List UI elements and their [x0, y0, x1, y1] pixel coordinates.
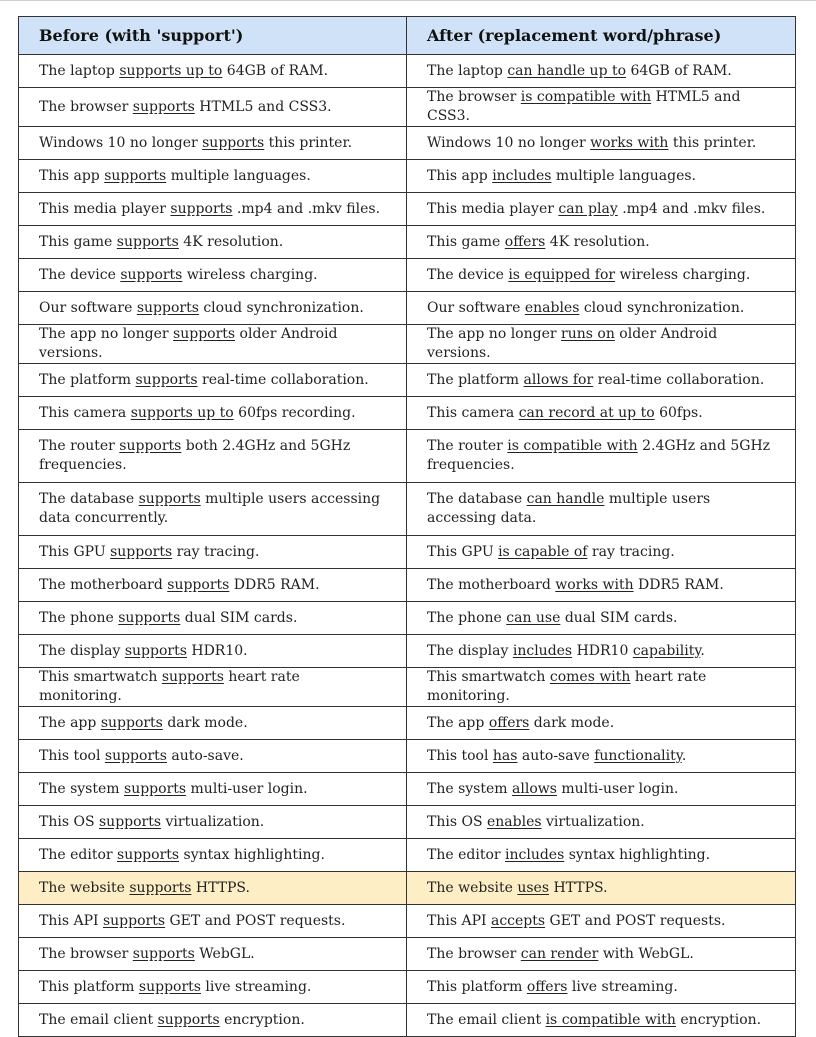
- underlined-phrase: can record at up to: [518, 404, 655, 421]
- text-segment: The email client: [427, 1011, 546, 1028]
- text-segment: wireless charging.: [615, 266, 751, 283]
- text-segment: multi-user login.: [556, 780, 679, 797]
- text-segment: This app: [427, 167, 493, 184]
- before-cell: [19, 905, 407, 938]
- before-cell: [19, 160, 407, 193]
- text-segment: This game: [39, 233, 117, 250]
- underlined-phrase: supports: [119, 438, 182, 454]
- text-segment: The motherboard: [427, 576, 556, 593]
- text-segment: The laptop: [39, 62, 120, 79]
- text-segment: The system: [39, 780, 125, 797]
- after-cell: [407, 483, 796, 536]
- table-row: [19, 536, 796, 569]
- text-segment: encryption.: [675, 1011, 762, 1028]
- text-segment: DDR5 RAM.: [229, 576, 320, 593]
- text-segment: This API: [427, 912, 491, 929]
- table-row: [19, 602, 796, 635]
- before-cell: [19, 773, 407, 806]
- underlined-phrase: supports: [99, 813, 162, 830]
- text-segment: GET and POST requests.: [165, 912, 346, 929]
- text-segment: auto-save.: [166, 747, 244, 764]
- text-segment: multiple users accessing data concurrently.: [39, 491, 381, 526]
- text-segment: This tool: [427, 747, 493, 764]
- table-row: [19, 364, 796, 397]
- underlined-phrase: supports: [117, 846, 180, 863]
- underlined-phrase: is compatible with: [545, 1011, 676, 1028]
- table-row-highlighted: [19, 872, 796, 905]
- before-cell: [19, 325, 407, 364]
- after-cell: [407, 635, 796, 668]
- underlined-phrase: is equipped for: [508, 266, 616, 283]
- text-segment: The motherboard: [39, 576, 168, 593]
- text-segment: multiple languages.: [166, 167, 311, 184]
- text-segment: GET and POST requests.: [545, 912, 726, 929]
- table-body: [19, 55, 796, 1037]
- after-cell: [407, 193, 796, 226]
- before-cell: [19, 259, 407, 292]
- table-row: [19, 193, 796, 226]
- after-cell: [407, 872, 796, 905]
- before-cell: [19, 740, 407, 773]
- after-cell: [407, 938, 796, 971]
- underlined-phrase: supports: [104, 167, 167, 184]
- text-segment: HTTPS.: [549, 879, 608, 896]
- after-cell: [407, 668, 796, 707]
- text-segment: wireless charging.: [182, 266, 318, 283]
- text-segment: 60fps recording.: [233, 404, 356, 421]
- table-row: [19, 430, 796, 483]
- after-cell: [407, 971, 796, 1004]
- before-cell: [19, 127, 407, 160]
- text-segment: ray tracing.: [587, 543, 675, 560]
- underlined-phrase: allows: [512, 780, 557, 797]
- text-segment: This GPU: [39, 543, 111, 560]
- underlined-phrase: supports: [124, 642, 187, 659]
- underlined-phrase: can play: [558, 200, 618, 217]
- header-row: [19, 17, 796, 55]
- text-segment: dual SIM cards.: [180, 609, 298, 626]
- table-row: [19, 483, 796, 536]
- table-row: [19, 226, 796, 259]
- underlined-phrase: capability: [632, 642, 701, 659]
- text-segment: 64GB of RAM.: [222, 62, 329, 79]
- text-segment: This camera: [427, 404, 519, 421]
- text-segment: virtualization.: [541, 813, 645, 830]
- text-segment: HTML5 and CSS3.: [194, 98, 332, 115]
- underlined-phrase: supports: [116, 233, 179, 250]
- table-row: [19, 88, 796, 127]
- before-cell: [19, 707, 407, 740]
- underlined-phrase: offers: [504, 233, 546, 250]
- text-segment: multiple users accessing data.: [427, 491, 711, 526]
- after-cell: [407, 226, 796, 259]
- before-cell: [19, 430, 407, 483]
- text-segment: Windows 10 no longer: [39, 134, 203, 151]
- text-segment: Windows 10 no longer: [427, 134, 591, 151]
- underlined-phrase: is compatible with: [507, 438, 638, 454]
- text-segment: The editor: [427, 846, 506, 863]
- before-cell: [19, 397, 407, 430]
- underlined-phrase: supports: [167, 576, 230, 593]
- before-cell: [19, 839, 407, 872]
- table-row: [19, 55, 796, 88]
- text-segment: .: [681, 747, 687, 764]
- underlined-phrase: enables: [487, 813, 542, 830]
- table-row: [19, 707, 796, 740]
- text-segment: The router: [427, 438, 508, 454]
- text-segment: The app no longer: [427, 326, 562, 342]
- text-segment: both 2.4GHz and 5GHz frequencies.: [39, 438, 351, 473]
- replacement-table: [18, 16, 796, 1037]
- top-divider: [0, 0, 816, 1]
- text-segment: virtualization.: [161, 813, 265, 830]
- underlined-phrase: supports: [102, 912, 166, 929]
- before-cell: [19, 193, 407, 226]
- text-segment: The device: [427, 266, 509, 283]
- underlined-phrase: supports: [118, 609, 181, 626]
- text-segment: The router: [39, 438, 120, 454]
- underlined-phrase: supports: [136, 299, 199, 316]
- table-row: [19, 569, 796, 602]
- text-segment: multiple languages.: [551, 167, 696, 184]
- underlined-phrase: offers: [526, 978, 568, 995]
- text-segment: dark mode.: [162, 714, 248, 731]
- text-segment: heart rate monitoring.: [39, 669, 300, 704]
- underlined-phrase: supports up to: [130, 404, 234, 421]
- underlined-phrase: has: [492, 747, 518, 764]
- underlined-phrase: enables: [524, 299, 580, 316]
- before-cell: [19, 938, 407, 971]
- before-cell: [19, 806, 407, 839]
- underlined-phrase: supports: [120, 266, 183, 283]
- underlined-phrase: supports: [170, 200, 233, 217]
- text-segment: This app: [39, 167, 105, 184]
- after-cell: [407, 839, 796, 872]
- text-segment: The platform: [39, 371, 136, 388]
- table-row: [19, 325, 796, 364]
- underlined-phrase: supports: [161, 669, 224, 685]
- text-segment: The website: [39, 879, 130, 896]
- before-cell: [19, 602, 407, 635]
- underlined-phrase: can handle up to: [507, 62, 627, 79]
- after-cell: [407, 397, 796, 430]
- before-cell: [19, 226, 407, 259]
- underlined-phrase: supports: [132, 98, 195, 115]
- text-segment: The display: [427, 642, 513, 659]
- table-row: [19, 938, 796, 971]
- table-row: [19, 740, 796, 773]
- underlined-phrase: supports: [173, 326, 236, 342]
- underlined-phrase: supports: [124, 780, 187, 797]
- text-segment: with WebGL.: [598, 945, 694, 962]
- text-segment: The database: [39, 491, 139, 507]
- underlined-phrase: works with: [555, 576, 634, 593]
- text-segment: HDR10: [572, 642, 633, 659]
- text-segment: The app no longer: [39, 326, 174, 342]
- after-cell: [407, 536, 796, 569]
- table-row: [19, 127, 796, 160]
- text-segment: The browser: [39, 98, 133, 115]
- text-segment: This OS: [39, 813, 99, 830]
- text-segment: 4K resolution.: [545, 233, 650, 250]
- text-segment: syntax highlighting.: [179, 846, 325, 863]
- text-segment: older Android versions.: [39, 326, 338, 361]
- column-header-before: Before (with 'support'): [19, 17, 407, 55]
- underlined-phrase: supports: [138, 491, 201, 507]
- underlined-phrase: runs on: [561, 326, 615, 342]
- text-segment: dark mode.: [529, 714, 615, 731]
- text-segment: cloud synchronization.: [579, 299, 745, 316]
- underlined-phrase: is capable of: [498, 543, 588, 560]
- after-cell: [407, 707, 796, 740]
- underlined-phrase: includes: [505, 846, 565, 863]
- underlined-phrase: supports up to: [119, 62, 223, 79]
- underlined-phrase: offers: [488, 714, 530, 731]
- text-segment: .mp4 and .mkv files.: [232, 200, 381, 217]
- underlined-phrase: supports: [129, 879, 192, 896]
- table-row: [19, 905, 796, 938]
- table-row: [19, 635, 796, 668]
- underlined-phrase: includes: [492, 167, 552, 184]
- text-segment: The browser: [39, 945, 133, 962]
- text-segment: 4K resolution.: [178, 233, 284, 250]
- underlined-phrase: includes: [512, 642, 573, 659]
- text-segment: The display: [39, 642, 125, 659]
- table-row: [19, 259, 796, 292]
- underlined-phrase: supports: [132, 945, 195, 962]
- before-cell: [19, 536, 407, 569]
- text-segment: real-time collaboration.: [593, 371, 765, 388]
- text-segment: The system: [427, 780, 513, 797]
- text-segment: .mp4 and .mkv files.: [617, 200, 766, 217]
- text-segment: This smartwatch: [39, 669, 162, 685]
- after-cell: [407, 602, 796, 635]
- text-segment: The laptop: [427, 62, 508, 79]
- text-segment: 64GB of RAM.: [626, 62, 732, 79]
- after-cell: [407, 905, 796, 938]
- text-segment: heart rate monitoring.: [427, 669, 707, 704]
- underlined-phrase: uses: [517, 879, 550, 896]
- text-segment: auto-save: [517, 747, 595, 764]
- table-row: [19, 160, 796, 193]
- text-segment: HTTPS.: [191, 879, 250, 896]
- text-segment: This game: [427, 233, 505, 250]
- before-cell: [19, 668, 407, 707]
- after-cell: [407, 325, 796, 364]
- text-segment: .: [700, 642, 705, 659]
- underlined-phrase: supports: [138, 978, 201, 995]
- text-segment: The phone: [427, 609, 507, 626]
- text-segment: HTML5 and CSS3.: [427, 89, 741, 124]
- table-row: [19, 292, 796, 325]
- text-segment: this printer.: [264, 134, 353, 151]
- text-segment: The platform: [427, 371, 524, 388]
- text-segment: This OS: [427, 813, 487, 830]
- text-segment: Our software: [39, 299, 137, 316]
- text-segment: Our software: [427, 299, 525, 316]
- underlined-phrase: supports: [110, 543, 173, 560]
- text-segment: dual SIM cards.: [560, 609, 678, 626]
- after-cell: [407, 569, 796, 602]
- text-segment: ray tracing.: [172, 543, 260, 560]
- text-segment: The device: [39, 266, 121, 283]
- underlined-phrase: supports: [100, 714, 163, 731]
- table-row: [19, 668, 796, 707]
- text-segment: older Android versions.: [427, 326, 718, 361]
- table-row: [19, 971, 796, 1004]
- text-segment: syntax highlighting.: [564, 846, 711, 863]
- text-segment: cloud synchronization.: [198, 299, 364, 316]
- underlined-phrase: supports: [135, 371, 198, 388]
- text-segment: The browser: [427, 89, 521, 105]
- after-cell: [407, 127, 796, 160]
- text-segment: The editor: [39, 846, 118, 863]
- text-segment: This API: [39, 912, 103, 929]
- before-cell: [19, 569, 407, 602]
- after-cell: [407, 740, 796, 773]
- after-cell: [407, 773, 796, 806]
- underlined-phrase: supports: [104, 747, 167, 764]
- before-cell: [19, 872, 407, 905]
- after-cell: [407, 259, 796, 292]
- before-cell: [19, 971, 407, 1004]
- text-segment: The email client: [39, 1011, 158, 1028]
- text-segment: This tool: [39, 747, 105, 764]
- text-segment: 2.4GHz and 5GHz frequencies.: [427, 438, 771, 473]
- table-row: [19, 806, 796, 839]
- after-cell: [407, 55, 796, 88]
- before-cell: [19, 483, 407, 536]
- underlined-phrase: is compatible with: [520, 89, 652, 105]
- before-cell: [19, 55, 407, 88]
- text-segment: This camera: [39, 404, 131, 421]
- before-cell: [19, 635, 407, 668]
- before-cell: [19, 364, 407, 397]
- after-cell: [407, 292, 796, 325]
- text-segment: live streaming.: [567, 978, 678, 995]
- text-segment: The app: [39, 714, 101, 731]
- underlined-phrase: works with: [590, 134, 669, 151]
- column-header-after: After (replacement word/phrase): [407, 17, 796, 55]
- table-row: [19, 397, 796, 430]
- before-cell: [19, 292, 407, 325]
- underlined-phrase: functionality: [594, 747, 682, 764]
- text-segment: This platform: [39, 978, 139, 995]
- text-segment: multi-user login.: [186, 780, 308, 797]
- text-segment: The phone: [39, 609, 119, 626]
- text-segment: real-time collaboration.: [197, 371, 369, 388]
- after-cell: [407, 364, 796, 397]
- text-segment: WebGL.: [194, 945, 255, 962]
- text-segment: This smartwatch: [427, 669, 550, 685]
- text-segment: This media player: [427, 200, 559, 217]
- table-row: [19, 839, 796, 872]
- after-cell: [407, 88, 796, 127]
- underlined-phrase: comes with: [549, 669, 631, 685]
- underlined-phrase: can use: [506, 609, 561, 626]
- text-segment: This media player: [39, 200, 171, 217]
- text-segment: live streaming.: [200, 978, 312, 995]
- text-segment: The database: [427, 491, 527, 507]
- before-cell: [19, 88, 407, 127]
- text-segment: The app: [427, 714, 489, 731]
- text-segment: The browser: [427, 945, 521, 962]
- after-cell: [407, 160, 796, 193]
- table-row: [19, 773, 796, 806]
- after-cell: [407, 806, 796, 839]
- text-segment: DDR5 RAM.: [633, 576, 724, 593]
- text-segment: This platform: [427, 978, 527, 995]
- text-segment: this printer.: [668, 134, 757, 151]
- text-segment: 60fps.: [654, 404, 703, 421]
- text-segment: encryption.: [219, 1011, 305, 1028]
- text-segment: The website: [427, 879, 518, 896]
- underlined-phrase: supports: [202, 134, 265, 151]
- text-segment: HDR10.: [186, 642, 248, 659]
- underlined-phrase: supports: [157, 1011, 220, 1028]
- after-cell: [407, 430, 796, 483]
- underlined-phrase: allows for: [523, 371, 594, 388]
- text-segment: This GPU: [427, 543, 499, 560]
- underlined-phrase: can handle: [526, 491, 605, 507]
- underlined-phrase: accepts: [490, 912, 546, 929]
- underlined-phrase: can render: [520, 945, 599, 962]
